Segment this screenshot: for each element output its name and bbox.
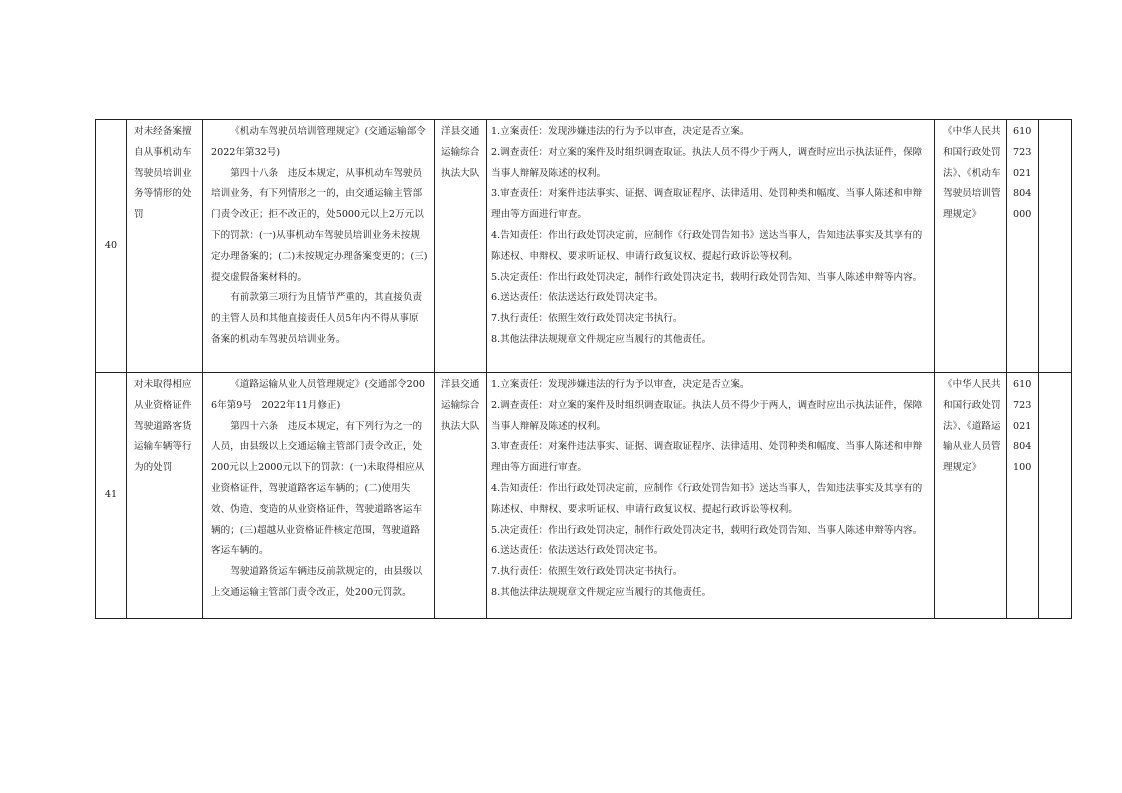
responsibility-item: 1.立案责任：发现涉嫌违法的行为予以审查，决定是否立案。 (491, 126, 750, 137)
department: 洋县交通运输综合执法大队 (435, 373, 487, 619)
department: 洋县交通运输综合执法大队 (435, 120, 487, 373)
responsibility-item: 8.其他法律法规规章文件规定应当履行的其他责任。 (491, 586, 712, 598)
responsibility-item: 3.审查责任：对案件违法事实、证据、调查取证程序、法律适用、处罚种类和幅度、当事人陈述和申辩理由等方面进行审查。 (491, 188, 923, 221)
responsibility-item: 6.送达责任：依法送达行政处罚决定书。 (491, 292, 664, 304)
table-row (96, 120, 1072, 373)
basis-paragraph: 驾驶道路货运车辆违反前款规定的，由县级以上交通运输主管部门责令改正，处200元罚款。 (211, 566, 423, 598)
remark-cell (1039, 120, 1072, 373)
responsibilities (487, 373, 935, 619)
legal-basis (203, 120, 435, 373)
law-reference: 《中华人民共和国行政处罚法》、《道路运输从业人员管理规定》 (935, 373, 1007, 619)
responsibility-item: 1.立案责任：发现涉嫌违法的行为予以审查，决定是否立案。 (491, 379, 750, 390)
responsibility-item: 2.调查责任：对立案的案件及时组织调查取证。执法人员不得少于两人，调查时应出示执法证件，保障当事人辩解及陈述的权利。 (491, 146, 923, 179)
responsibility-item: 2.调查责任：对立案的案件及时组织调查取证。执法人员不得少于两人，调查时应出示执法证件，保障当事人辩解及陈述的权利。 (491, 399, 923, 432)
item-code: 610723021804000 (1007, 120, 1039, 373)
responsibility-item: 8.其他法律法规规章文件规定应当履行的其他责任。 (491, 333, 712, 345)
responsibility-item: 3.审查责任：对案件违法事实、证据、调查取证程序、法律适用、处罚种类和幅度、当事人陈述和申辩理由等方面进行审查。 (491, 441, 923, 474)
basis-paragraph: 《机动车驾驶员培训管理规定》(交通运输部令2022年第32号) (211, 126, 426, 158)
responsibility-item: 7.执行责任：依照生效行政处罚决定书执行。 (491, 313, 683, 325)
responsibilities (487, 120, 935, 373)
item-name: 对未取得相应从业资格证件驾驶道路客货运输车辆等行为的处罚 (127, 373, 203, 619)
basis-paragraph: 有前款第三项行为且情节严重的，其直接负责的主管人员和其他直接责任人员5年内不得从事原备案的机动车驾驶员培训业务。 (211, 292, 423, 345)
penalty-table (95, 119, 1072, 619)
responsibility-item: 4.告知责任：作出行政处罚决定前，应制作《行政处罚告知书》送达当事人，告知违法事实及其享有的陈述权、申辩权、要求听证权、申请行政复议权、提起行政诉讼等权利。 (491, 229, 923, 262)
item-name: 对未经备案擅自从事机动车驾驶员培训业务等情形的处罚 (127, 120, 203, 373)
basis-paragraph: 《道路运输从业人员管理规定》(交通部令2006年第9号 2022年11月修正) (211, 379, 425, 411)
basis-paragraph: 第四十六条 违反本规定，有下列行为之一的人员，由县级以上交通运输主管部门责令改正，处200元以上2000元以下的罚款：(一)未取得相应从业资格证件，驾驶道路客运车辆的；(二)使用失效、伪造、变造的从业资格证件，驾驶道路客运车辆的；(三)超越从业资格证件核定范围，驾驶道路客运车辆的。 (211, 420, 425, 557)
row-number: 40 (96, 120, 127, 373)
basis-paragraph: 第四十八条 违反本规定，从事机动车驾驶员培训业务，有下列情形之一的，由交通运输主管部门责令改正；拒不改正的，处5000元以上2万元以下的罚款：(一)从事机动车驾驶员培训业务未按规定办理备案的；(二)未按规定办理备案变更的；(三)提交虚假备案材料的。 (211, 167, 428, 283)
responsibility-item: 5.决定责任：作出行政处罚决定，制作行政处罚决定书，载明行政处罚告知、当事人陈述申辩等内容。 (491, 524, 923, 536)
responsibility-item: 4.告知责任：作出行政处罚决定前，应制作《行政处罚告知书》送达当事人，告知违法事实及其享有的陈述权、申辩权、要求听证权、申请行政复议权、提起行政诉讼等权利。 (491, 482, 923, 515)
item-code: 610723021804100 (1007, 373, 1039, 619)
law-reference: 《中华人民共和国行政处罚法》、《机动车驾驶员培训管理规定》 (935, 120, 1007, 373)
responsibility-item: 5.决定责任：作出行政处罚决定，制作行政处罚决定书，载明行政处罚告知、当事人陈述申辩等内容。 (491, 271, 923, 283)
row-number: 41 (96, 373, 127, 619)
responsibility-item: 6.送达责任：依法送达行政处罚决定书。 (491, 545, 664, 557)
remark-cell (1039, 373, 1072, 619)
table-row (96, 373, 1072, 619)
legal-basis (203, 373, 435, 619)
responsibility-item: 7.执行责任：依照生效行政处罚决定书执行。 (491, 566, 683, 578)
